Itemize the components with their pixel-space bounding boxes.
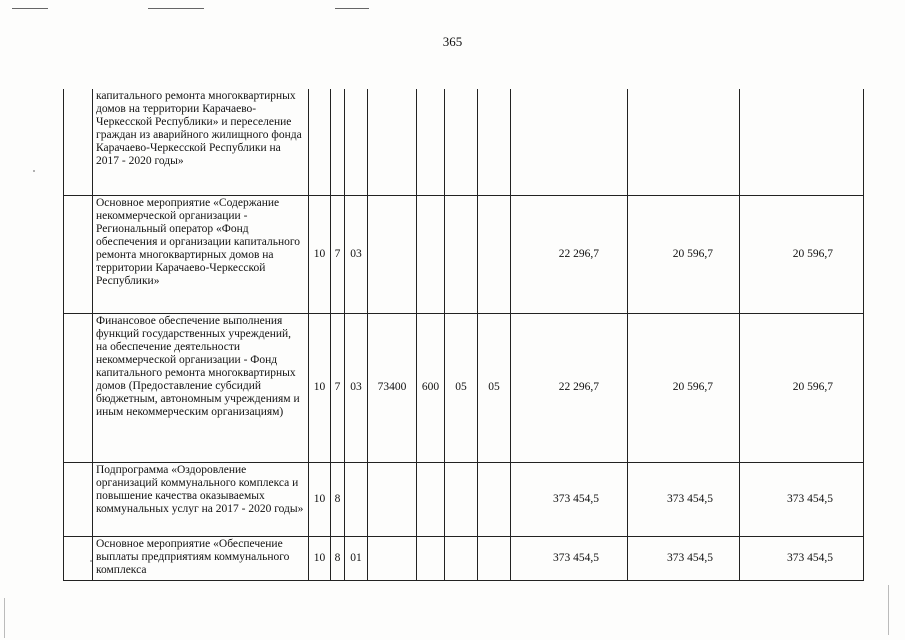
code-cell (309, 89, 331, 195)
page-number: 365 (442, 34, 463, 49)
code-cell (368, 89, 417, 195)
amount-cell (511, 89, 628, 195)
code-cell (368, 536, 417, 580)
code-cell: 10 (309, 462, 331, 536)
code-cell (368, 462, 417, 536)
budget-table (63, 89, 864, 581)
code-cell: 03 (345, 313, 368, 462)
code-cell: 600 (417, 313, 445, 462)
code-cell: 05 (478, 313, 511, 462)
amount-cell: 22 296,7 (511, 195, 628, 313)
code-cell (417, 462, 445, 536)
scan-top-rule-right (335, 8, 369, 9)
amount-cell: 373 454,5 (740, 462, 864, 536)
code-cell (445, 195, 478, 313)
scan-edge-line (4, 598, 5, 638)
code-cell (445, 462, 478, 536)
code-cell: 10 (309, 536, 331, 580)
row-number-cell (64, 313, 93, 462)
code-cell: 03 (345, 195, 368, 313)
amount-cell: 20 596,7 (628, 313, 740, 462)
code-cell: 05 (445, 313, 478, 462)
table-row (64, 462, 864, 536)
code-cell (368, 195, 417, 313)
amount-cell: 373 454,5 (511, 536, 628, 580)
table-row (64, 195, 864, 313)
amount-cell: 20 596,7 (740, 313, 864, 462)
amount-cell: 373 454,5 (628, 462, 740, 536)
row-number-cell (64, 536, 93, 580)
code-cell (417, 195, 445, 313)
code-cell (445, 89, 478, 195)
amount-cell: 22 296,7 (511, 313, 628, 462)
scan-edge-line (888, 585, 889, 635)
code-cell: 8 (331, 462, 345, 536)
scan-speck (90, 560, 92, 562)
name-cell: капитального ремонта многоквартирных домов на территории Карачаево-Черкесской Республики» и переселение граждан из аварийного жилищного фонда Карачаево-Черкесской Республики на 2017 - 2020 годы» (93, 89, 309, 195)
amount-cell (628, 89, 740, 195)
code-cell (331, 89, 345, 195)
row-number-cell (64, 462, 93, 536)
code-cell: 10 (309, 313, 331, 462)
code-cell: 01 (345, 536, 368, 580)
code-cell (417, 89, 445, 195)
name-cell: Основное мероприятие «Содержание некоммерческой организации - Региональный оператор «Фонд обеспечения и организации капитального ремонта многоквартирных домов на территории Карачаево-Черкесской Республики» (93, 195, 309, 313)
scan-speck (33, 170, 35, 172)
code-cell (478, 462, 511, 536)
code-cell (345, 462, 368, 536)
amount-cell: 373 454,5 (740, 536, 864, 580)
code-cell: 7 (331, 313, 345, 462)
amount-cell (740, 89, 864, 195)
amount-cell: 20 596,7 (740, 195, 864, 313)
amount-cell: 20 596,7 (628, 195, 740, 313)
code-cell: 7 (331, 195, 345, 313)
name-cell: Подпрограмма «Оздоровление организаций коммунального комплекса и повышение качества оказываемых коммунальных услуг на 2017 - 2020 годы» (93, 462, 309, 536)
code-cell (478, 89, 511, 195)
code-cell (478, 536, 511, 580)
name-cell: Финансовое обеспечение выполнения функций государственных учреждений, на обеспечение деятельности некоммерческой организации - Фонд капитального ремонта многоквартирных домов (Предоставление субсидий бюджетным, автономным учреждениям и иным некоммерческим организациям) (93, 313, 309, 462)
table-row (64, 313, 864, 462)
code-cell (417, 536, 445, 580)
row-number-cell (64, 195, 93, 313)
table-row (64, 536, 864, 580)
code-cell: 8 (331, 536, 345, 580)
code-cell: 10 (309, 195, 331, 313)
code-cell: 73400 (368, 313, 417, 462)
name-cell: Основное мероприятие «Обеспечение выплаты предприятиям коммунального комплекса (93, 536, 309, 580)
amount-cell: 373 454,5 (628, 536, 740, 580)
scan-top-rule-left (12, 8, 48, 9)
code-cell (445, 536, 478, 580)
row-number-cell (64, 89, 93, 195)
scan-top-rule-mid (148, 8, 204, 9)
code-cell (345, 89, 368, 195)
code-cell (478, 195, 511, 313)
amount-cell: 373 454,5 (511, 462, 628, 536)
table-row (64, 89, 864, 195)
